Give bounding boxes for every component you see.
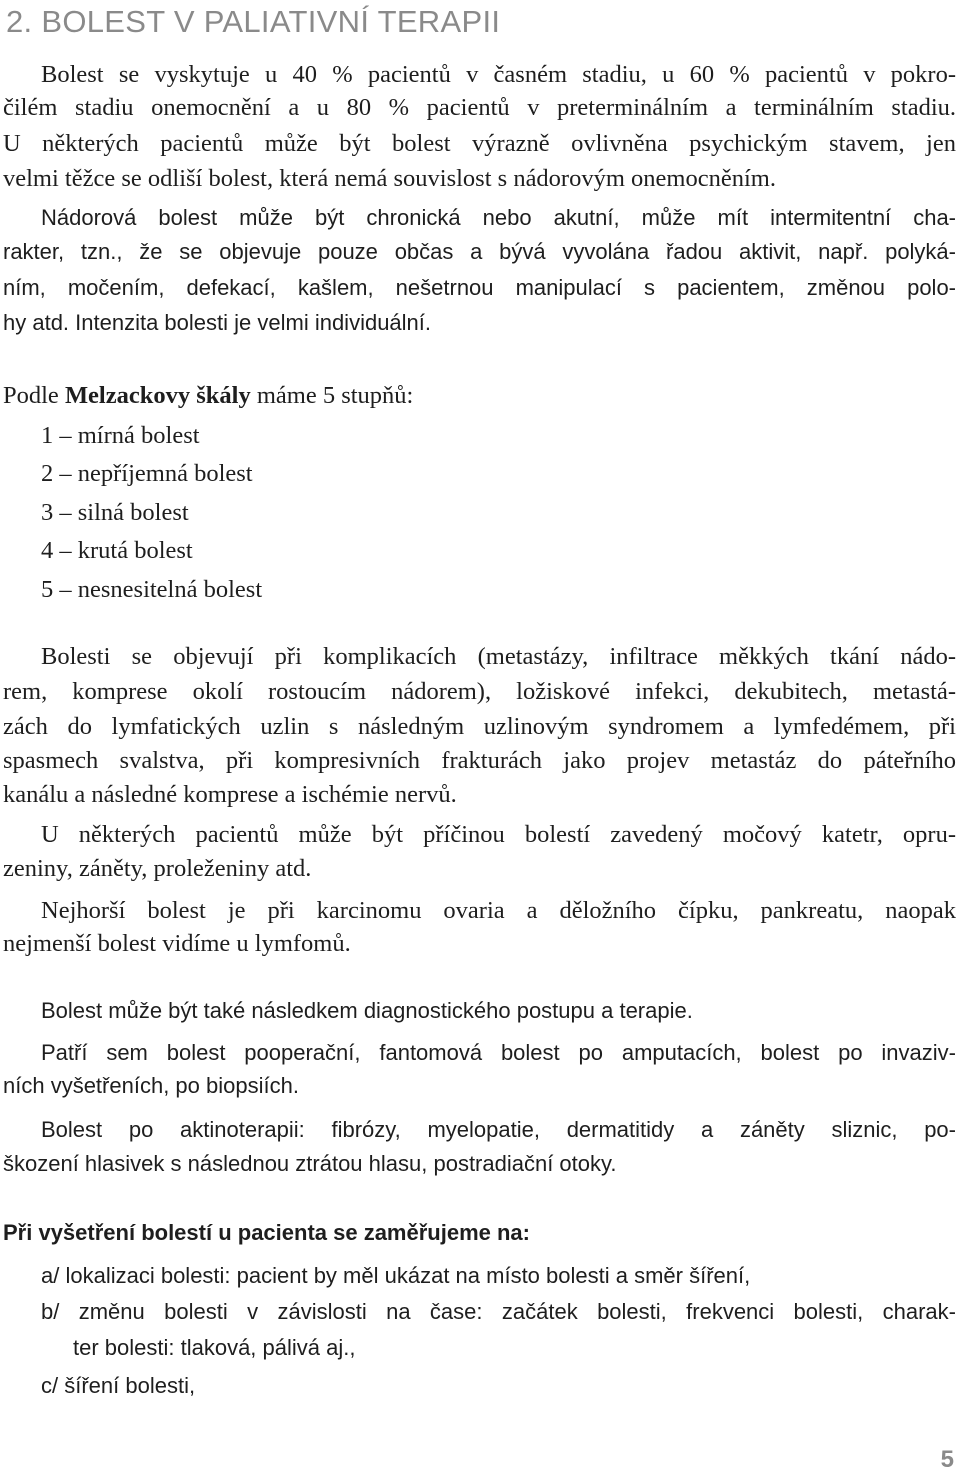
para3-line-1: Bolesti se objevují při komplikacích (metastázy, infiltrace měkkých tkání nádo- (41, 643, 956, 670)
para1-line-1: Bolest se vyskytuje u 40 % pacientů v časném stadiu, u 60 % pacientů v pokro- (41, 61, 956, 88)
para2-line-4: hy atd. Intenzita bolesti je velmi individuální. (3, 310, 432, 335)
para8-line-2: škození hlasivek s následnou ztrátou hlasu, postradiační otoky. (3, 1151, 617, 1176)
exam-item-b: b/ změnu bolesti v závislosti na čase: začátek bolesti, frekvenci bolesti, charak- (41, 1299, 956, 1324)
para7-line-2: ních vyšetřeních, po biopsiích. (3, 1073, 299, 1098)
page-number: 5 (940, 1446, 954, 1473)
para2-line-3: ním, močením, defekací, kašlem, nešetrnou manipulací s pacientem, změnou polo- (3, 275, 956, 300)
exam-item-a: a/ lokalizaci bolesti: pacient by měl ukázat na místo bolesti a směr šíření, (41, 1263, 751, 1288)
scale-intro: Podle Melzackovy škály máme 5 stupňů: (3, 382, 414, 409)
para3-line-3: zách do lymfatických uzlin s následným uzlinovým syndromem a lymfedémem, při (3, 713, 956, 740)
scale-item-3: 3 – silná bolest (41, 499, 189, 526)
para1-line-4: velmi těžce se odliší bolest, která nemá souvislost s nádorovým onemocněním. (3, 165, 776, 192)
chapter-heading: 2. BOLEST V PALIATIVNÍ TERAPII (6, 4, 501, 39)
exam-heading: Při vyšetření bolestí u pacienta se zaměřujeme na: (3, 1220, 530, 1245)
para3-line-4: spasmech svalstva, při kompresivních frakturách jako projev metastáz do páteřního (3, 747, 956, 774)
scale-item-4: 4 – krutá bolest (41, 537, 193, 564)
para2-line-2: rakter, tzn., že se objevuje pouze občas a bývá vyvolána řadou aktivit, např. polyká- (3, 239, 956, 264)
para2-line-1: Nádorová bolest může být chronická nebo akutní, může mít intermitentní cha- (41, 205, 956, 230)
exam-item-c: c/ šíření bolesti, (41, 1373, 196, 1398)
para3-line-2: rem, komprese okolí rostoucím nádorem), ložiskové infekci, dekubitech, metastá- (3, 678, 956, 705)
exam-item-b-continued: ter bolesti: tlaková, pálivá aj., (73, 1335, 356, 1360)
para1-line-3: U některých pacientů může být bolest výrazně ovlivněna psychickým stavem, jen (3, 130, 956, 157)
para3-line-5: kanálu a následné komprese a ischémie nervů. (3, 781, 457, 808)
para5-line-2: nejmenší bolest vidíme u lymfomů. (3, 930, 351, 957)
scale-item-5: 5 – nesnesitelná bolest (41, 576, 263, 603)
scale-item-2: 2 – nepříjemná bolest (41, 460, 253, 487)
para5-line-1: Nejhorší bolest je při karcinomu ovaria a děložního čípku, pankreatu, naopak (41, 897, 956, 924)
para4-line-2: zeniny, záněty, proleženiny atd. (3, 855, 312, 882)
scale-name: Melzackovy škály (64, 382, 251, 409)
scale-item-1: 1 – mírná bolest (41, 422, 200, 449)
para1-line-2: čilém stadiu onemocnění a u 80 % pacientů v preterminálním a terminálním stadiu. (3, 94, 956, 121)
para4-line-1: U některých pacientů může být příčinou bolestí zavedený močový katetr, opru- (41, 821, 956, 848)
para6-line-1: Bolest může být také následkem diagnostického postupu a terapie. (41, 998, 693, 1023)
para7-line-1: Patří sem bolest pooperační, fantomová bolest po amputacích, bolest po invaziv- (41, 1040, 956, 1065)
para8-line-1: Bolest po aktinoterapii: fibrózy, myelopatie, dermatitidy a záněty sliznic, po- (41, 1117, 956, 1142)
